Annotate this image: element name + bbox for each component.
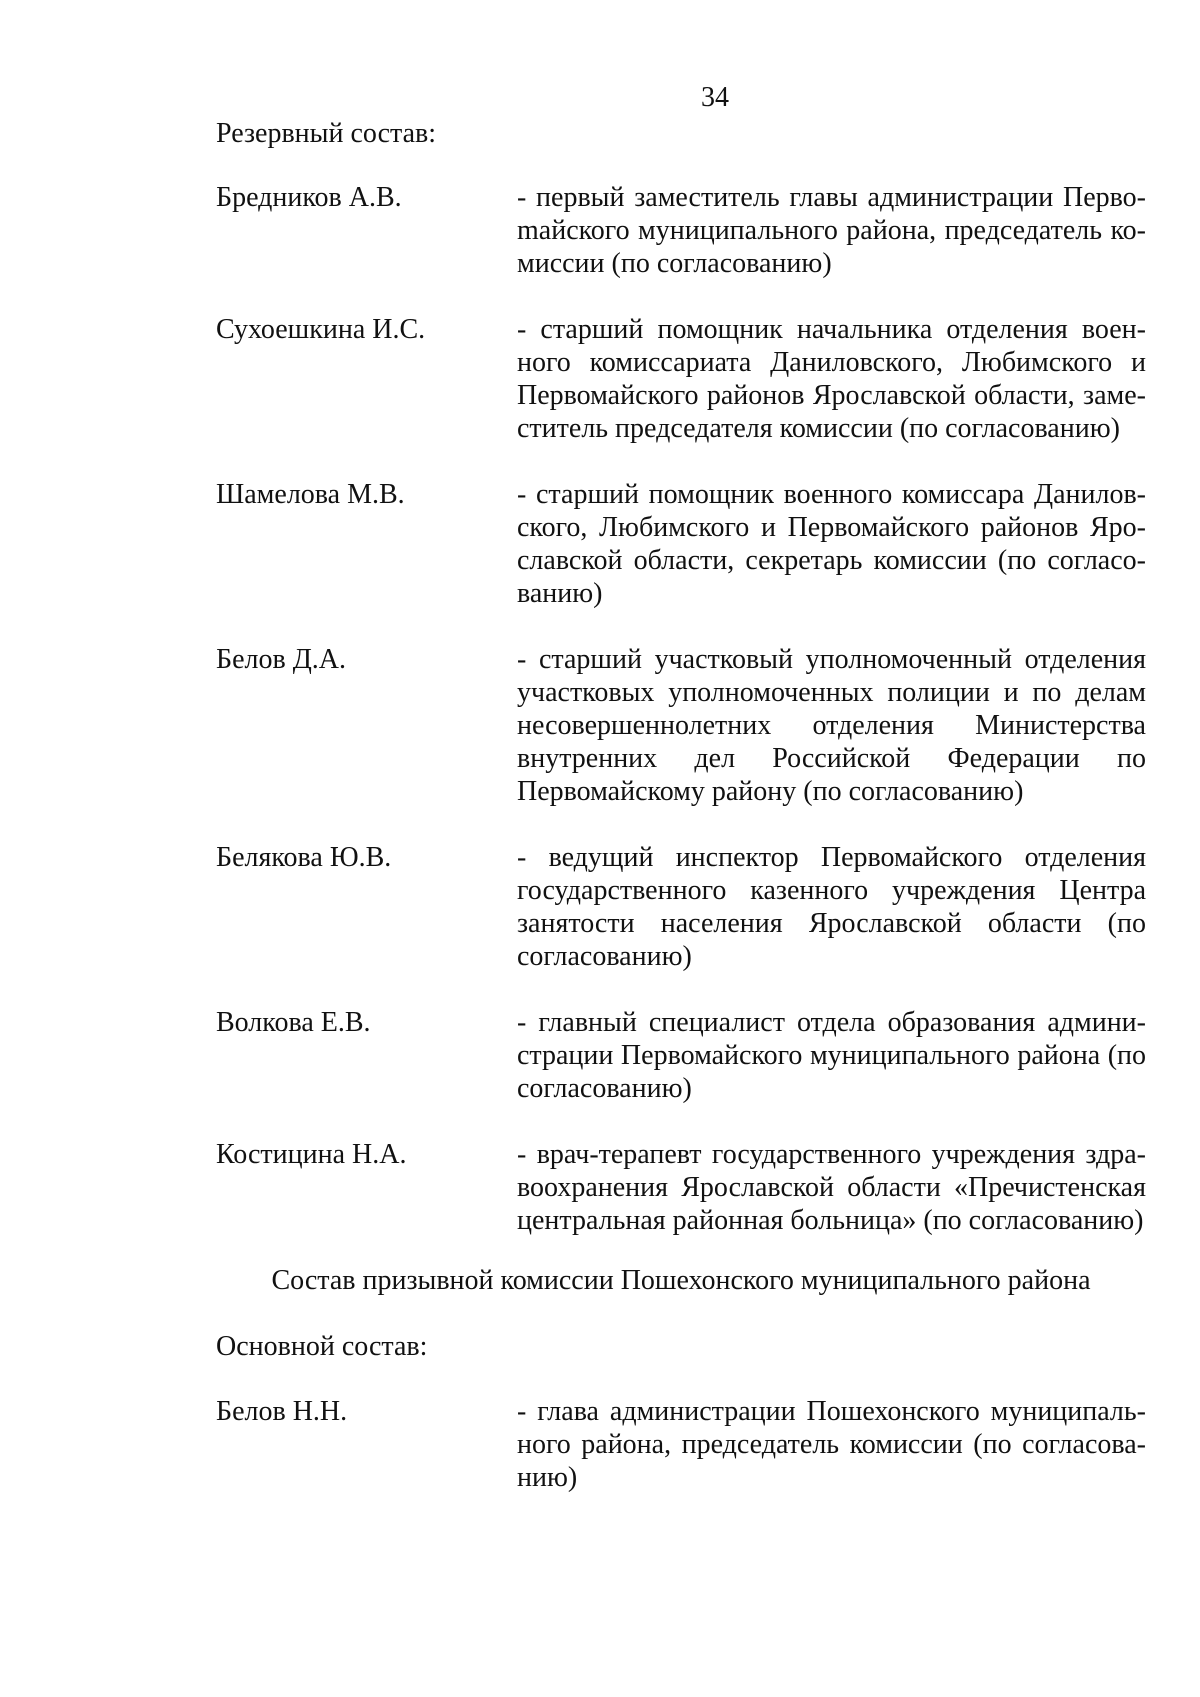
commission-title: Состав призывной комиссии Пошехонского муниципального района <box>271 1265 1091 1296</box>
member-role: - старший участковый уполномоченный отделения участковых уполномоченных полиции и по делам несовершеннолетних отделения Министерства внутренних дел Российской Федерации по Первомайскому району (по согласованию) <box>517 644 1146 807</box>
member-name: Волкова Е.В. <box>216 1007 371 1038</box>
member-row <box>216 313 1146 445</box>
member-row <box>216 643 1146 808</box>
member-name: Костицина Н.А. <box>216 1139 407 1170</box>
member-name: Белов Н.Н. <box>216 1396 348 1427</box>
member-role: - старший помощник начальника отделения военного комиссариата Даниловского, Любимского и Первомайского районов Ярославской области, заместитель председателя комиссии (по согласованию) <box>517 314 1146 444</box>
member-row <box>216 1138 1146 1237</box>
member-name: Белякова Ю.В. <box>216 842 392 873</box>
member-role: - ведущий инспектор Первомайского отделения государственного казенного учреждения Центра занятости населения Ярославской области (по согласованию) <box>517 842 1146 972</box>
page-number: 34 <box>701 82 729 113</box>
member-role: - глава администрации Пошехонского муниципального района, председатель комиссии (по согласованию) <box>517 1396 1146 1493</box>
member-role: - главный специалист отдела образования администрации Первомайского муниципального района (по согласованию) <box>517 1007 1146 1104</box>
reserve-members-list <box>216 181 1146 1237</box>
main-members-list <box>216 1395 1146 1494</box>
main-heading: Основной состав: <box>216 1331 428 1362</box>
member-role: - старший помощник военного комиссара Даниловского, Любимского и Первомайского районов Ярославской области, секретарь комиссии (по согласованию) <box>517 479 1146 609</box>
member-name: Сухоешкина И.С. <box>216 314 426 345</box>
member-row <box>216 1395 1146 1494</box>
member-name: Шамелова М.В. <box>216 479 405 510</box>
member-role: - врач-терапевт государственного учреждения здравоохранения Ярославской области «Пречистенская центральная районная больница» (по согласованию) <box>517 1139 1146 1236</box>
member-name: Белов Д.А. <box>216 644 347 675</box>
member-row <box>216 478 1146 610</box>
member-row <box>216 181 1146 280</box>
member-name: Бредников А.В. <box>216 182 402 213</box>
member-row <box>216 1006 1146 1105</box>
member-row <box>216 841 1146 973</box>
member-role: - первый заместитель главы администрации Первоmайского муниципального района, председатель комиссии (по согласованию) <box>517 182 1146 279</box>
reserve-heading: Резервный состав: <box>216 118 437 149</box>
